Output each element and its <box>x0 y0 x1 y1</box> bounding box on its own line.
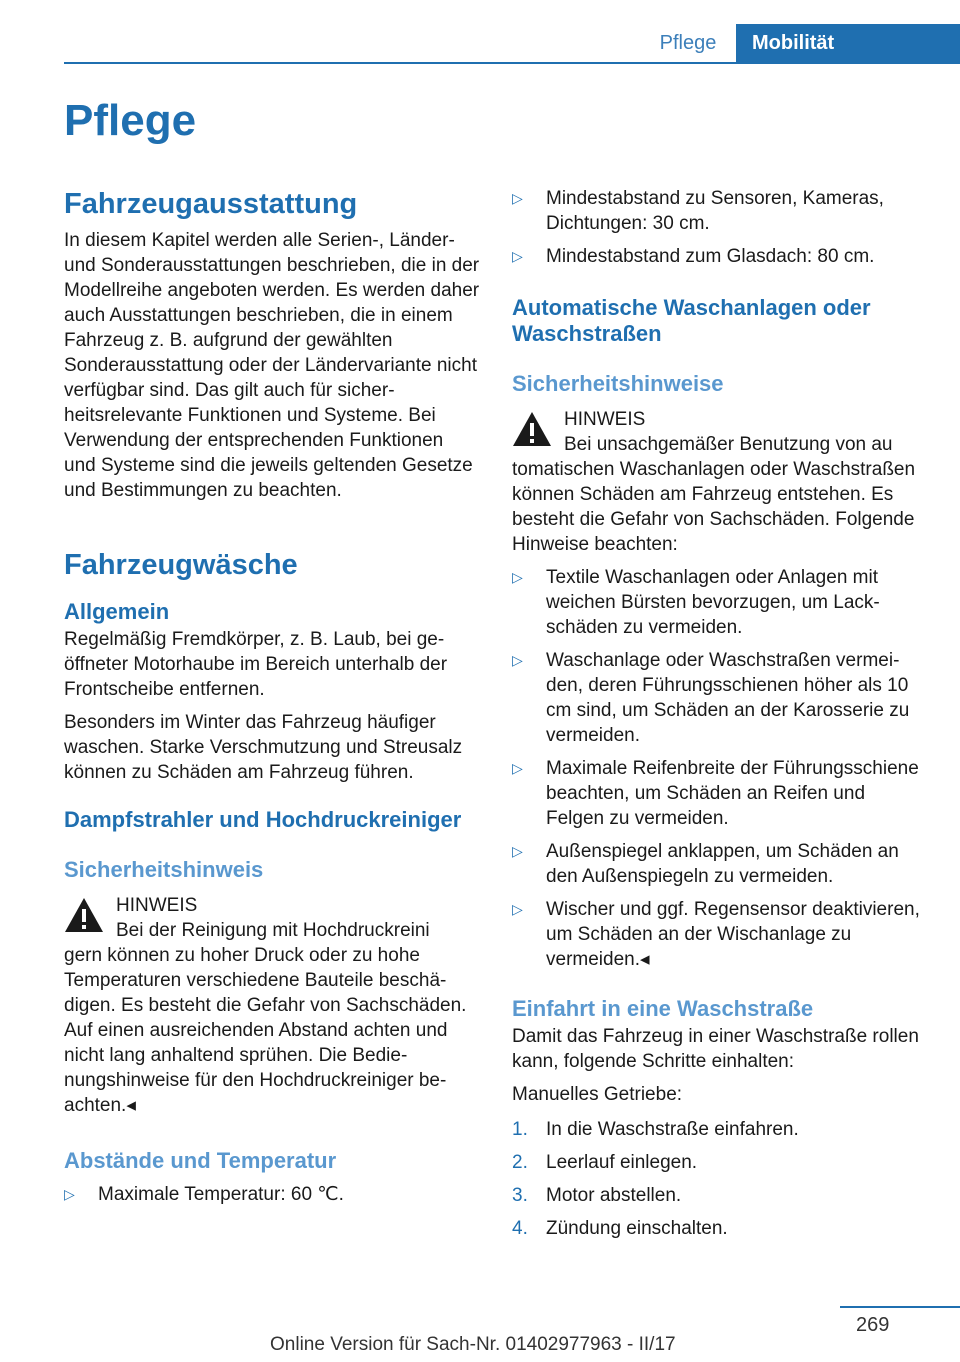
heading-fahrzeugwaesche: Fahrzeugwäsche <box>64 549 298 581</box>
warning-box <box>64 893 480 1118</box>
right-column <box>512 186 928 1249</box>
warning-box <box>512 407 928 557</box>
list-item: ▷ Waschanlage oder Waschstraßen vermeiden, deren Führungsschienen höher als 10 cm sind, um Schäden an der Karosserie zu vermeiden. <box>512 650 910 746</box>
header-divider <box>64 62 960 64</box>
paragraph-getriebe: Manuelles Getriebe: <box>512 1084 683 1105</box>
warning-icon <box>64 897 104 933</box>
numbered-steps <box>512 1117 928 1241</box>
warning-body: tomatischen Waschanlagen oder Waschstraßen können Schäden am Fahrzeug entstehen. Es besteht die Gefahr von Sachschäden. Folgende Hinweise beachten: <box>512 459 916 555</box>
heading-dampfstrahler: Dampfstrahler und Hochdruckreiniger <box>64 807 462 832</box>
list-item: ▷ Maximale Temperatur: 60 ℃. <box>64 1184 344 1205</box>
bullet-list-abstaende <box>512 186 928 269</box>
triangle-bullet-icon: ▷ <box>512 569 523 585</box>
triangle-bullet-icon: ▷ <box>512 248 523 264</box>
heading-fahrzeugausstattung: Fahrzeugausstattung <box>64 188 358 220</box>
list-item: 2. Leerlauf einlegen. <box>512 1152 698 1173</box>
warning-icon <box>512 411 552 447</box>
left-column <box>64 186 480 1207</box>
heading-allgemein: Allgemein <box>64 599 170 624</box>
header-tab-pflege[interactable]: Pflege <box>659 31 717 54</box>
heading-sicherheitshinweise: Sicherheitshinweise <box>512 371 724 396</box>
list-item: ▷ Mindestabstand zu Sensoren, Kameras, Dichtungen: 30 cm. <box>512 188 884 234</box>
heading-einfahrt: Einfahrt in eine Waschstraße <box>512 996 814 1021</box>
bullet-list-hinweise <box>512 565 928 972</box>
header-tab-mobilitaet[interactable]: Mobilität <box>736 24 960 62</box>
warning-title: HINWEIS <box>564 409 646 430</box>
bullet-list-temperatur <box>64 1182 480 1207</box>
list-item: ▷ Mindestabstand zum Glasdach: 80 cm. <box>512 246 875 267</box>
footer-online-version: Online Version für Sach-Nr. 01402977963 - II/17 <box>270 1334 676 1355</box>
list-item: ▷ Textile Waschanlagen oder Anlagen mit weichen Bürsten bevorzugen, um Lackschäden zu vermeiden. <box>512 567 880 638</box>
paragraph-allgemein-1: Regelmäßig Fremdkörper, z. B. Laub, bei geöffneter Motorhaube im Bereich unterhalb der Frontscheibe entfernen. <box>64 629 448 700</box>
triangle-bullet-icon: ▷ <box>64 1186 75 1202</box>
footer-divider <box>840 1306 960 1308</box>
warning-first-line: Bei unsachgemäßer Benutzung von au <box>564 434 893 455</box>
list-item: ▷ Außenspiegel anklappen, um Schäden an den Außenspiegeln zu vermeiden. <box>512 841 899 887</box>
list-item: 4. Zündung einschalten. <box>512 1218 728 1239</box>
paragraph-ausstattung: In diesem Kapitel werden alle Serien-, Länder- und Sonderausstattungen beschrieben, die in der Modellreihe angeboten werden. Es werden daher auch Ausstattungen beschrieben, die in einem Fahrzeug z. B. aufgrund der gewählten Sonderausstattung oder der Ländervariante nicht verfügbar sind. Das gilt auch für sicherheitsrelevante Funktionen und Systeme. Bei Verwendung der entsprechenden Funktionen und Systeme sind die jeweils geltenden Gesetze und Bestimmungen zu beachten. <box>64 230 480 501</box>
warning-body: gern können zu hoher Druck oder zu hohe Temperaturen verschiedene Bauteile beschädigen. Es besteht die Gefahr von Sachschäden. Auf einen ausreichenden Abstand achten und nicht lang anhaltend sprühen. Die Bedienungshinweise für den Hochdruckreiniger beachten.◂ <box>64 945 467 1116</box>
heading-abstaende: Abstände und Temperatur <box>64 1148 337 1173</box>
warning-title: HINWEIS <box>116 895 198 916</box>
heading-sicherheitshinweis: Sicherheitshinweis <box>64 857 264 882</box>
triangle-bullet-icon: ▷ <box>512 901 523 917</box>
triangle-bullet-icon: ▷ <box>512 843 523 859</box>
triangle-bullet-icon: ▷ <box>512 760 523 776</box>
page-title: Pflege <box>64 96 197 145</box>
heading-automatische-waschanlagen: Automatische Waschanlagen oder Waschstraßen <box>512 295 871 346</box>
paragraph-einfahrt: Damit das Fahrzeug in einer Waschstraße rollen kann, folgende Schritte einhalten: <box>512 1026 919 1072</box>
list-item: 1. In die Waschstraße einfahren. <box>512 1119 799 1140</box>
list-item: ▷ Maximale Reifenbreite der Führungsschiene beachten, um Schäden an Reifen und Felgen zu vermeiden. <box>512 758 919 829</box>
triangle-bullet-icon: ▷ <box>512 652 523 668</box>
list-item: 3. Motor abstellen. <box>512 1185 682 1206</box>
triangle-bullet-icon: ▷ <box>512 190 523 206</box>
list-item: ▷ Wischer und ggf. Regensensor deaktivieren, um Schäden an der Wischanlage zu vermeiden.◂ <box>512 899 920 970</box>
paragraph-allgemein-2: Besonders im Winter das Fahrzeug häufiger waschen. Starke Verschmutzung und Streusalz können zu Schäden am Fahrzeug führen. <box>64 712 463 783</box>
warning-first-line: Bei der Reinigung mit Hochdruckreini <box>116 920 430 941</box>
page-number: 269 <box>856 1314 890 1336</box>
